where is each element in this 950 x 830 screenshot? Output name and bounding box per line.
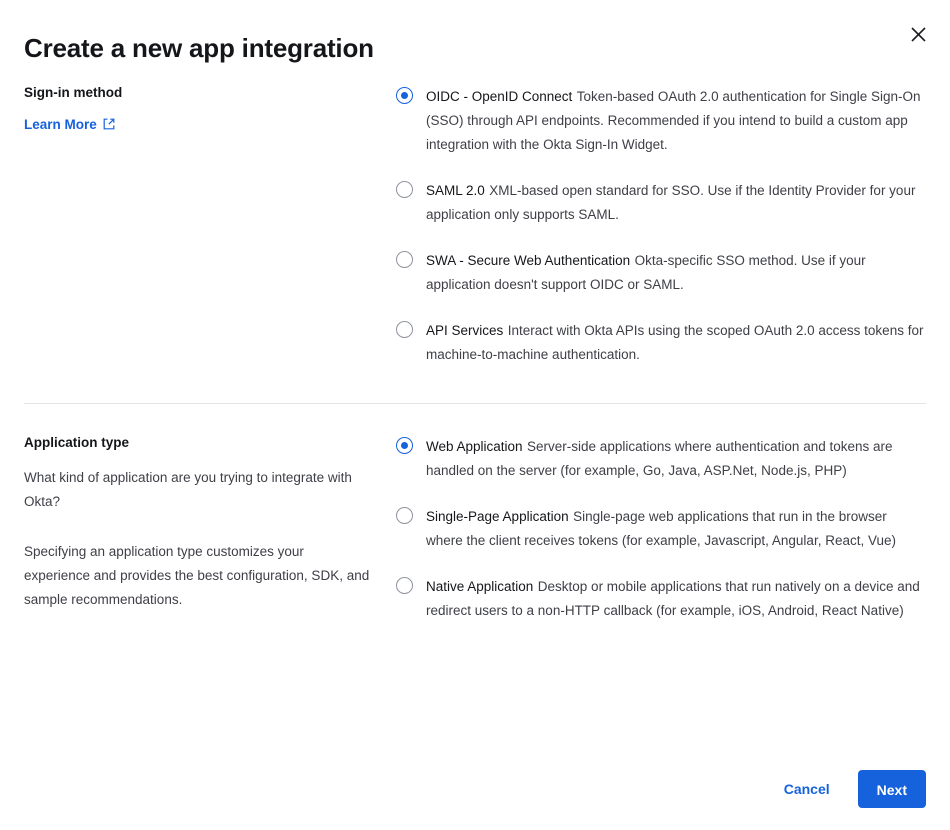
option-title: OIDC - OpenID Connect <box>426 89 573 104</box>
sign-in-method-left <box>24 84 396 134</box>
sign-in-method-options <box>396 84 926 367</box>
option-description: Desktop or mobile applications that run natively on a device and redirect users to a non-HTTP callback (for example, iOS, Android, React Native) <box>426 579 920 619</box>
application-type-helper-1: What kind of application are you trying to integrate with Okta? <box>24 469 352 509</box>
next-button[interactable]: Next <box>858 770 926 808</box>
option-title: SWA - Secure Web Authentication <box>426 253 631 269</box>
option-title: Single-Page Application <box>426 509 569 525</box>
option-description: Interact with Okta APIs using the scoped OAuth 2.0 access tokens for machine-to-machine authentication. <box>426 323 924 363</box>
radio-option-swa[interactable] <box>396 249 926 297</box>
radio-indicator[interactable] <box>396 507 413 524</box>
radio-indicator[interactable] <box>396 251 413 268</box>
external-link-icon <box>103 118 115 130</box>
application-type-left <box>24 434 396 612</box>
application-type-section <box>0 434 950 623</box>
dialog-footer <box>0 762 950 830</box>
sign-in-method-label: Sign-in method <box>24 85 123 100</box>
radio-option-api-services[interactable] <box>396 319 926 367</box>
option-description: Okta-specific SSO method. Use if your application doesn't support OIDC or SAML. <box>426 253 866 293</box>
radio-option-single-page-application[interactable] <box>396 505 926 553</box>
radio-indicator[interactable] <box>396 181 413 198</box>
learn-more-link[interactable] <box>24 117 115 132</box>
option-title: Web Application <box>426 439 523 455</box>
option-description: XML-based open standard for SSO. Use if the Identity Provider for your application only supports SAML. <box>426 183 916 223</box>
close-icon[interactable] <box>902 18 934 50</box>
radio-indicator[interactable] <box>396 321 413 338</box>
radio-option-native-application[interactable] <box>396 575 926 623</box>
option-description: Token-based OAuth 2.0 authentication for Single Sign-On (SSO) through API endpoints. Recommended if you intend to build a custom app integration with the Okta Sign-In Widget. <box>426 89 921 153</box>
option-title: API Services <box>426 323 504 339</box>
application-type-options <box>396 434 926 623</box>
radio-option-oidc[interactable] <box>396 85 926 157</box>
option-description: Server-side applications where authentication and tokens are handled on the server (for example, Go, Java, ASP.Net, Node.js, PHP) <box>426 439 893 479</box>
application-type-label: Application type <box>24 435 130 451</box>
radio-option-saml[interactable] <box>396 179 926 227</box>
sign-in-method-section <box>0 84 950 367</box>
section-divider <box>24 403 926 404</box>
cancel-button[interactable]: Cancel <box>766 770 848 808</box>
radio-indicator[interactable] <box>396 577 413 594</box>
radio-indicator[interactable] <box>396 87 413 104</box>
option-description: Single-page web applications that run in the browser where the client receives tokens (for example, Javascript, Angular, React, Vue) <box>426 509 896 549</box>
application-type-helper-2: Specifying an application type customizes your experience and provides the best configuration, SDK, and sample recommendations. <box>24 543 370 607</box>
radio-option-web-application[interactable] <box>396 435 926 483</box>
option-title: Native Application <box>426 579 534 595</box>
radio-indicator[interactable] <box>396 437 413 454</box>
option-title: SAML 2.0 <box>426 183 485 199</box>
page-title: Create a new app integration <box>24 33 374 63</box>
learn-more-label: Learn More <box>24 116 97 132</box>
